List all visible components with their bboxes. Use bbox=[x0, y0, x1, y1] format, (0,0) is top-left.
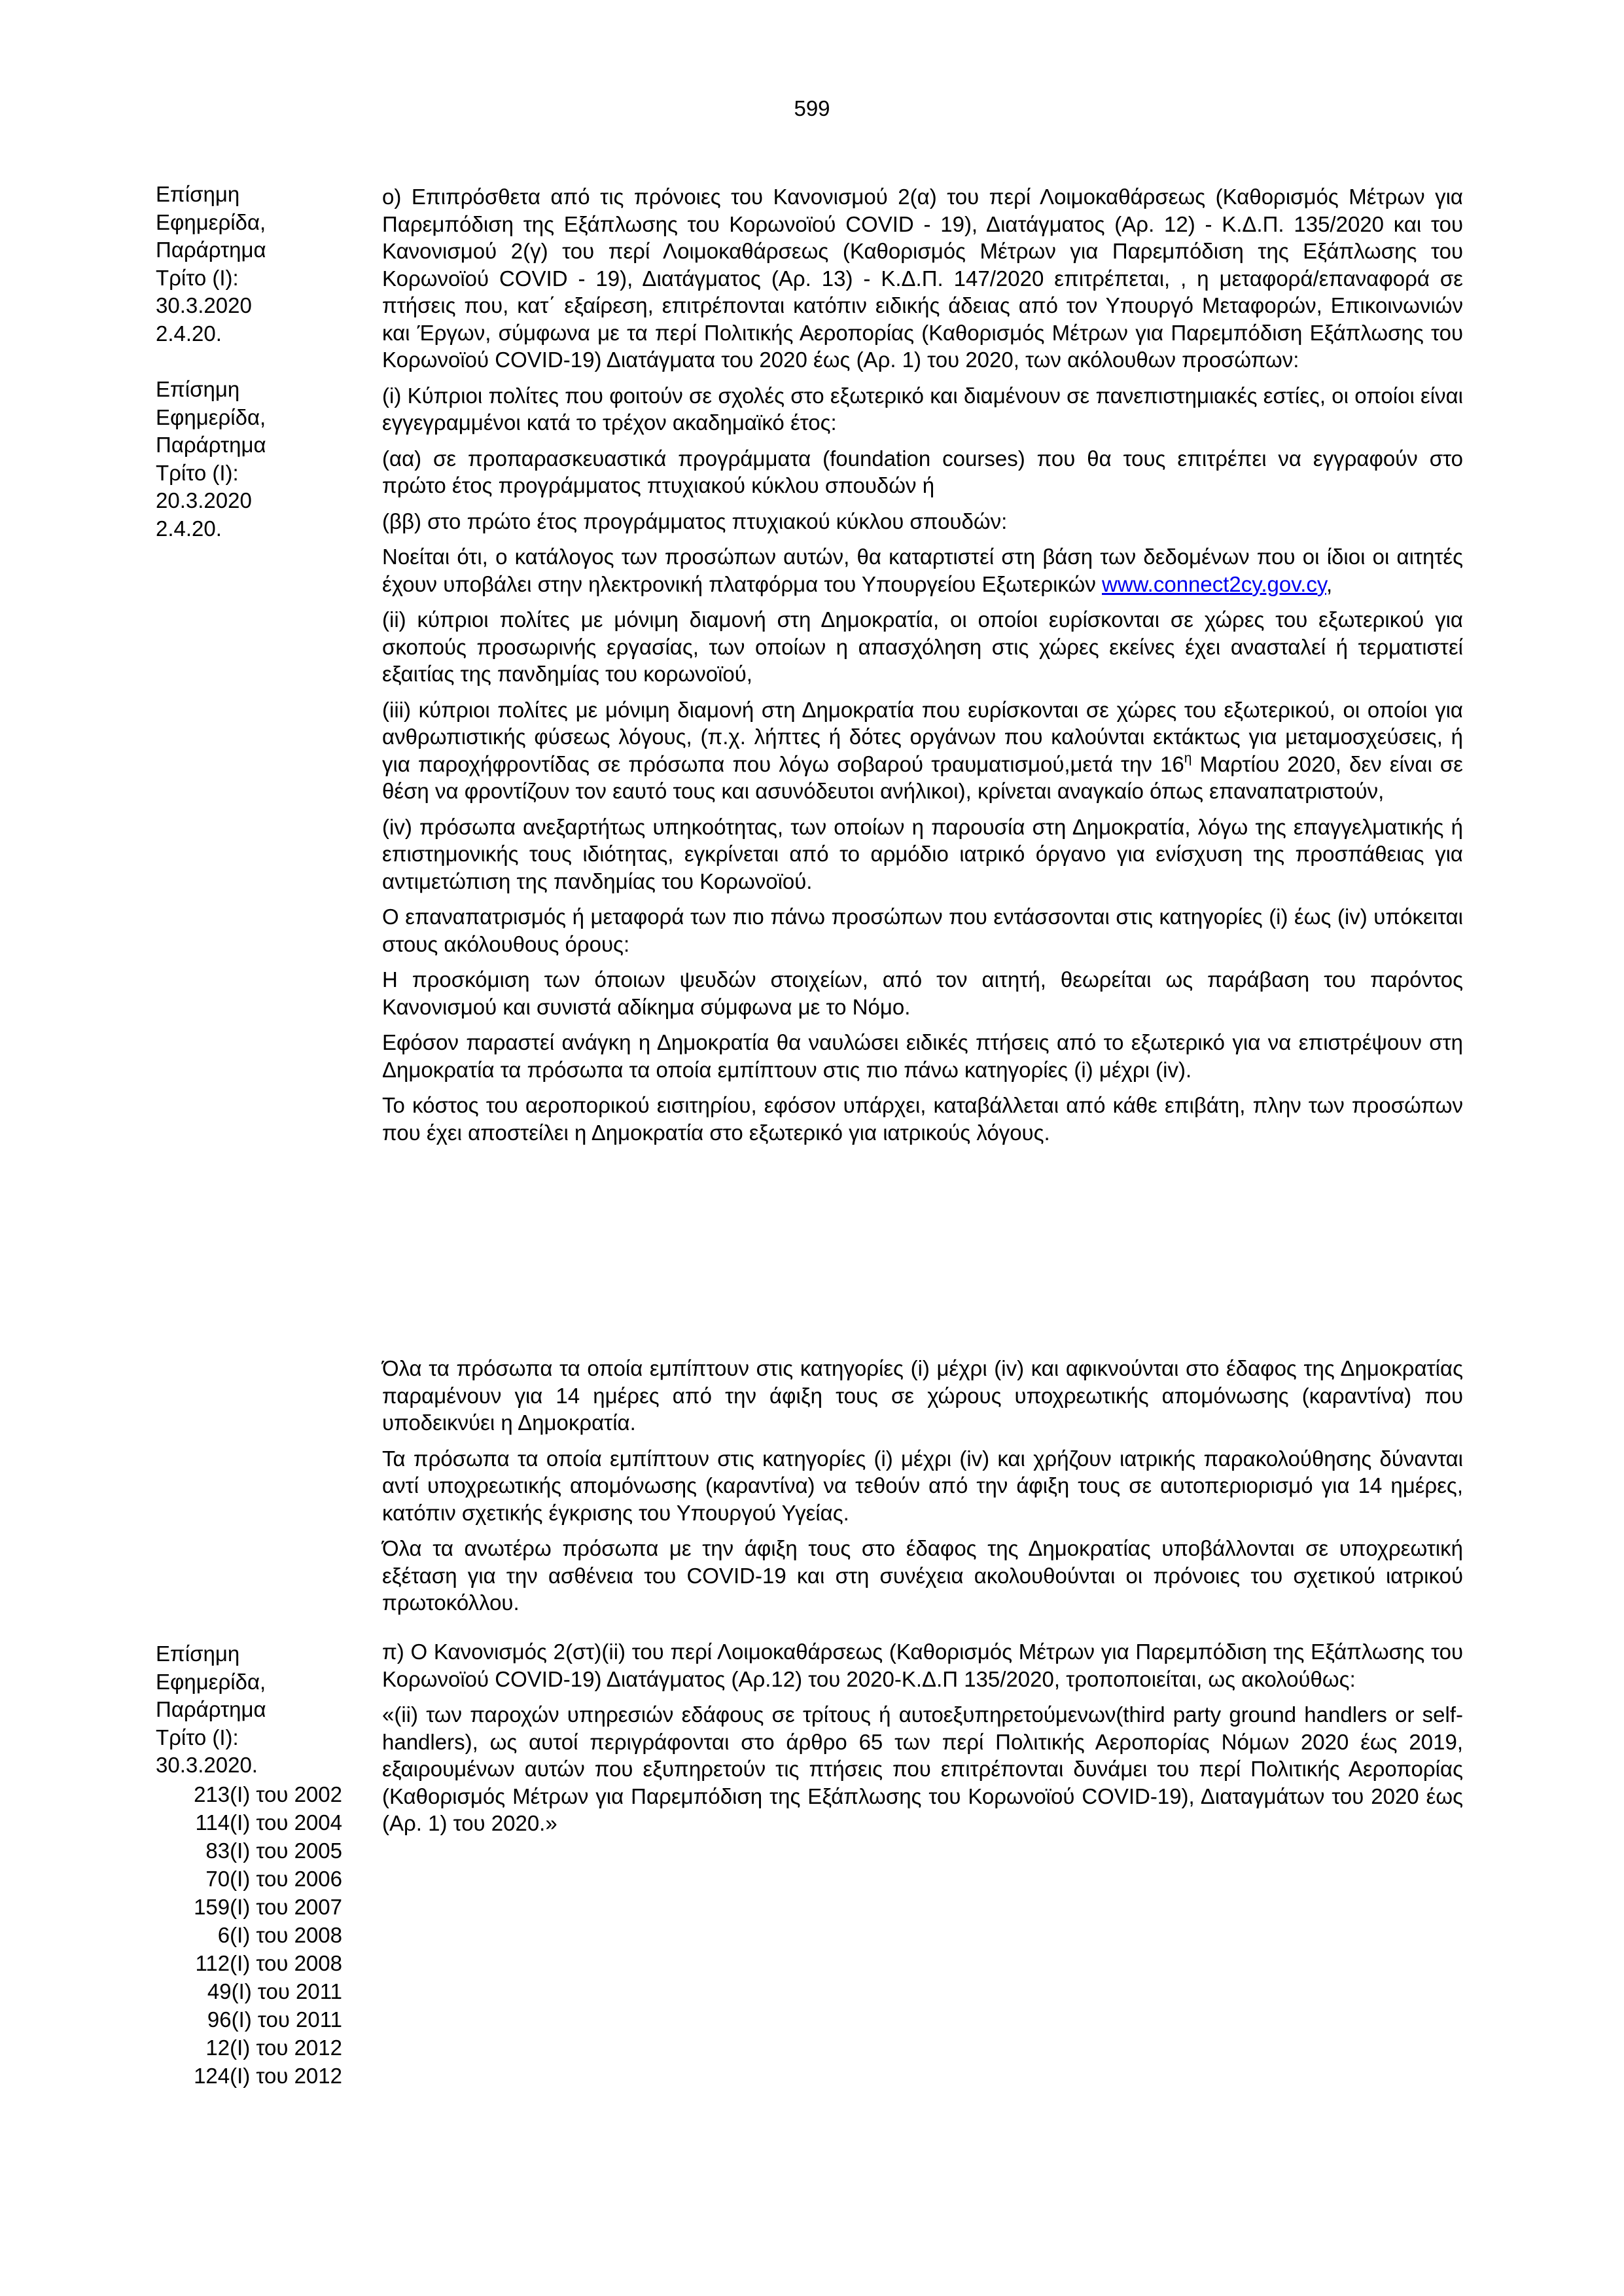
law-reference: 114(Ι) του 2004 bbox=[195, 1810, 342, 1835]
connect2cy-link[interactable]: www.connect2cy.gov.cy bbox=[1102, 571, 1326, 596]
paragraph-p-intro: π) Ο Κανονισμός 2(στ)(ii) του περί Λοιμοκαθάρσεως (Καθορισμός Μέτρων για Παρεμπόδιση της Εξάπλωσης του Κορωνοϊού COVID-19) Διατάγματος (Αρ.12) του 2020-Κ.Δ.Π 135/2020, τροποποιείται, ως ακολούθως: bbox=[382, 1640, 1463, 1691]
superscript-eta: η bbox=[1184, 750, 1192, 766]
paragraph-repatriation: Ο επαναπατρισμός ή μεταφορά των πιο πάνω προσώπων που εντάσσονται στις κατηγορίες (i) έως (iv) υπόκειται στους ακόλουθους όρους: bbox=[382, 905, 1463, 956]
paragraph-charter-flights: Εφόσον παραστεί ανάγκη η Δημοκρατία θα ναυλώσει ειδικές πτήσεις από το εξωτερικό για να επιστρέψουν στη Δημοκρατία τα πρόσωπα τα οποία εμπίπτουν στις πιο πάνω κατηγορίες (i) μέχρι (iv). bbox=[382, 1030, 1463, 1082]
section-o bbox=[382, 183, 1463, 1155]
law-reference: 70(Ι) του 2006 bbox=[205, 1867, 342, 1891]
paragraph-testing: Όλα τα ανωτέρω πρόσωπα με την άφιξη τους στο έδαφος της Δημοκρατίας υποβάλλονται σε υποχρεωτική εξέταση για την ασθένεια του COVID-19 και στη συνέχεια ακολουθούνται οι πρόνοιες του σχετικού ιατρικού πρωτοκόλλου. bbox=[382, 1536, 1463, 1615]
paragraph-ii: (ii) κύπριοι πολίτες με μόνιμη διαμονή στη Δημοκρατία, οι οποίοι ευρίσκονται σε χώρες του εξωτερικού για σκοπούς προσωρινής εργασίας, των οποίων η απασχόληση στις χώρες εκείνες έχει ανασταλεί ή τερματιστεί εξαιτίας της πανδημίας του κορωνοϊού, bbox=[382, 607, 1463, 686]
margin-line: Τρίτο (Ι): bbox=[156, 460, 239, 485]
paragraph-i: (i) Κύπριοι πολίτες που φοιτούν σε σχολές στο εξωτερικό και διαμένουν σε πανεπιστημιακές εστίες, οι οποίοι είναι εγγεγραμμένοι κατά το τρέχον ακαδημαϊκό έτος: bbox=[382, 383, 1463, 435]
law-reference: 159(Ι) του 2007 bbox=[194, 1895, 342, 1919]
law-reference: 49(Ι) του 2011 bbox=[207, 1979, 342, 2003]
page-number: 599 bbox=[794, 96, 830, 120]
margin-line: Επίσημη bbox=[156, 182, 240, 206]
paragraph-bb: (ββ) στο πρώτο έτος προγράμματος πτυχιακού κύκλου σπουδών: bbox=[382, 509, 1008, 533]
paragraph-quarantine: Όλα τα πρόσωπα τα οποία εμπίπτουν στις κατηγορίες (i) μέχρι (iv) και αφικνούνται στο έδαφος της Δημοκρατίας παραμένουν για 14 ημέρες από την άφιξη τους σε χώρους υποχρεωτικής απομόνωσης (καραντίνα) που υποδεικνύει η Δημοκρατία. bbox=[382, 1356, 1463, 1435]
paragraph-aa: (αα) σε προπαρασκευαστικά προγράμματα (foundation courses) που θα τους επιτρέπει να εγγραφούν στο πρώτο έτος προγράμματος πτυχιακού κύκλου σπουδών ή bbox=[382, 446, 1463, 497]
margin-line: 30.3.2020 bbox=[156, 293, 252, 317]
law-reference: 124(Ι) του 2012 bbox=[194, 2064, 342, 2088]
paragraph-proviso bbox=[382, 543, 1463, 598]
margin-line: Επίσημη bbox=[156, 1641, 240, 1666]
law-reference: 112(Ι) του 2008 bbox=[195, 1951, 342, 1975]
paragraph-ticket-cost: Το κόστος του αεροπορικού εισιτηρίου, εφόσον υπάρχει, καταβάλλεται από κάθε επιβάτη, πλην των προσώπων που έχει αποστείλει η Δημοκρατία στο εξωτερικό για ιατρικούς λόγους. bbox=[382, 1093, 1463, 1145]
margin-note-gazette-2 bbox=[156, 376, 352, 543]
margin-line: 30.3.2020. bbox=[156, 1753, 258, 1777]
margin-law-references bbox=[156, 1780, 342, 2090]
section-quarantine bbox=[382, 1355, 1463, 1625]
margin-line: Τρίτο (Ι): bbox=[156, 265, 239, 290]
margin-line: Εφημερίδα, bbox=[156, 209, 266, 234]
proviso-end: , bbox=[1326, 571, 1333, 596]
law-reference: 213(Ι) του 2002 bbox=[194, 1782, 342, 1806]
margin-line: Παράρτημα bbox=[156, 238, 266, 262]
paragraph-false-data: Η προσκόμιση των όποιων ψευδών στοιχείων, από τον αιτητή, θεωρείται ως παράβαση του παρόντος Κανονισμού και συνιστά αδίκημα σύμφωνα με το Νόμο. bbox=[382, 967, 1463, 1019]
paragraph-self-isolation: Τα πρόσωπα τα οποία εμπίπτουν στις κατηγορίες (i) μέχρι (iv) και χρήζουν ιατρικής παρακολούθησης δύνανται αντί υποχρεωτικής απομόνωσης (καραντίνα) να τεθούν από την άφιξη τους σε αυτοπεριορισμό για 14 ημέρες, κατόπιν σχετικής έγκρισης του Υπουργού Υγείας. bbox=[382, 1446, 1463, 1525]
law-reference: 83(Ι) του 2005 bbox=[205, 1839, 342, 1863]
margin-line: 20.3.2020 bbox=[156, 488, 252, 512]
paragraph-iii-text-b: Μαρτίου 2020, δεν είναι σε θέση να φροντίζουν τον εαυτό τους και ασυνόδευτοι ανήλικοι), κρίνεται αναγκαίο όπως επαναπατριστούν, bbox=[382, 751, 1463, 803]
margin-line: Εφημερίδα, bbox=[156, 404, 266, 429]
margin-note-gazette-3 bbox=[156, 1640, 352, 1780]
margin-line: 2.4.20. bbox=[156, 321, 222, 346]
margin-line: Παράρτημα bbox=[156, 433, 266, 457]
law-reference: 96(Ι) του 2011 bbox=[207, 2007, 342, 2032]
paragraph-p-quote: «(ii) των παροχών υπηρεσιών εδάφους σε τρίτους ή αυτοεξυπηρετούμενων(third party ground handlers or self-handlers), ως αυτοί περιγράφονται στο άρθρο 65 των περί Πολιτικής Αεροπορίας Νόμων 2020 έως 2019, εξαιρουμένων αυτών που εξυπηρετούν τις πτήσεις που επιτρέπονται δυνάμει του περί Πολιτικής Αεροπορίας (Καθορισμός Μέτρων για Παρεμπόδιση της Εξάπλωσης του Κορωνοϊού COVID-19), Διαταγμάτων του 2020 έως (Αρ. 1) του 2020.» bbox=[382, 1702, 1463, 1835]
margin-note-gazette-1 bbox=[156, 181, 352, 348]
paragraph-iv: (iv) πρόσωπα ανεξαρτήτως υπηκοότητας, των οποίων η παρουσία στη Δημοκρατία, λόγω της επαγγελματικής ή επιστημονικής τους ιδιότητας, εγκρίνεται από το αρμόδιο ιατρικό όργανο για ενίσχυση της προσπάθειας για αντιμετώπιση της πανδημίας του Κορωνοϊού. bbox=[382, 814, 1463, 893]
margin-line: Επίσημη bbox=[156, 377, 240, 401]
margin-line: 2.4.20. bbox=[156, 516, 222, 541]
paragraph-iii bbox=[382, 696, 1463, 805]
paragraph-o-intro: ο) Επιπρόσθετα από τις πρόνοιες του Κανονισμού 2(α) του περί Λοιμοκαθάρσεως (Καθορισμός Μέτρων για Παρεμπόδιση της Εξάπλωσης του Κορωνοϊού COVID - 19), Διατάγματος (Αρ. 12) - Κ.Δ.Π. 135/2020 και του Κανονισμού 2(γ) του περί Λοιμοκαθάρσεως (Καθορισμός Μέτρων για Παρεμπόδιση της Εξάπλωσης του Κορωνοϊού COVID - 19), Διατάγματος (Αρ. 13) - Κ.Δ.Π. 147/2020 επιτρέπεται, , η μεταφορά/επαναφορά σε πτήσεις που, κατ΄ εξαίρεση, επιτρέπονται κατόπιν ειδικής άδειας από τον Υπουργό Μεταφορών, Επικοινωνιών και Έργων, σύμφωνα με τα περί Πολιτικής Αεροπορίας (Καθορισμός Μέτρων για Παρεμπόδιση Εξάπλωσης του Κορωνοϊού COVID-19) Διατάγματα του 2020 έως (Αρ. 1) του 2020, των ακόλουθων προσώπων: bbox=[382, 185, 1463, 372]
proviso-text: Νοείται ότι, ο κατάλογος των προσώπων αυτών, θα καταρτιστεί στη βάση των δεδομένων που οι ίδιοι οι αιτητές έχουν υποβάλει στην ηλεκτρονική πλατφόρμα του Υπουργείου Εξωτερικών bbox=[382, 545, 1463, 596]
law-reference: 12(Ι) του 2012 bbox=[205, 2036, 342, 2060]
paragraph-iii-text-a: (iii) κύπριοι πολίτες με μόνιμη διαμονή στη Δημοκρατία που ευρίσκονται σε χώρες του εξωτερικού, οι οποίοι για ανθρωπιστικής φύσεως λόγους, (π.χ. λήπτες ή δότες οργάνων που καλούνται εκτάκτως για μεταμοσχεύσεις, ή για παροχήφροντίδας σε πρόσωπα που λόγω σοβαρού τραυματισμού,μετά την 16 bbox=[382, 697, 1463, 776]
section-p bbox=[382, 1638, 1463, 1846]
margin-line: Εφημερίδα, bbox=[156, 1669, 266, 1694]
margin-line: Τρίτο (Ι): bbox=[156, 1725, 239, 1749]
law-reference: 6(Ι) του 2008 bbox=[217, 1923, 342, 1947]
margin-line: Παράρτημα bbox=[156, 1697, 266, 1721]
